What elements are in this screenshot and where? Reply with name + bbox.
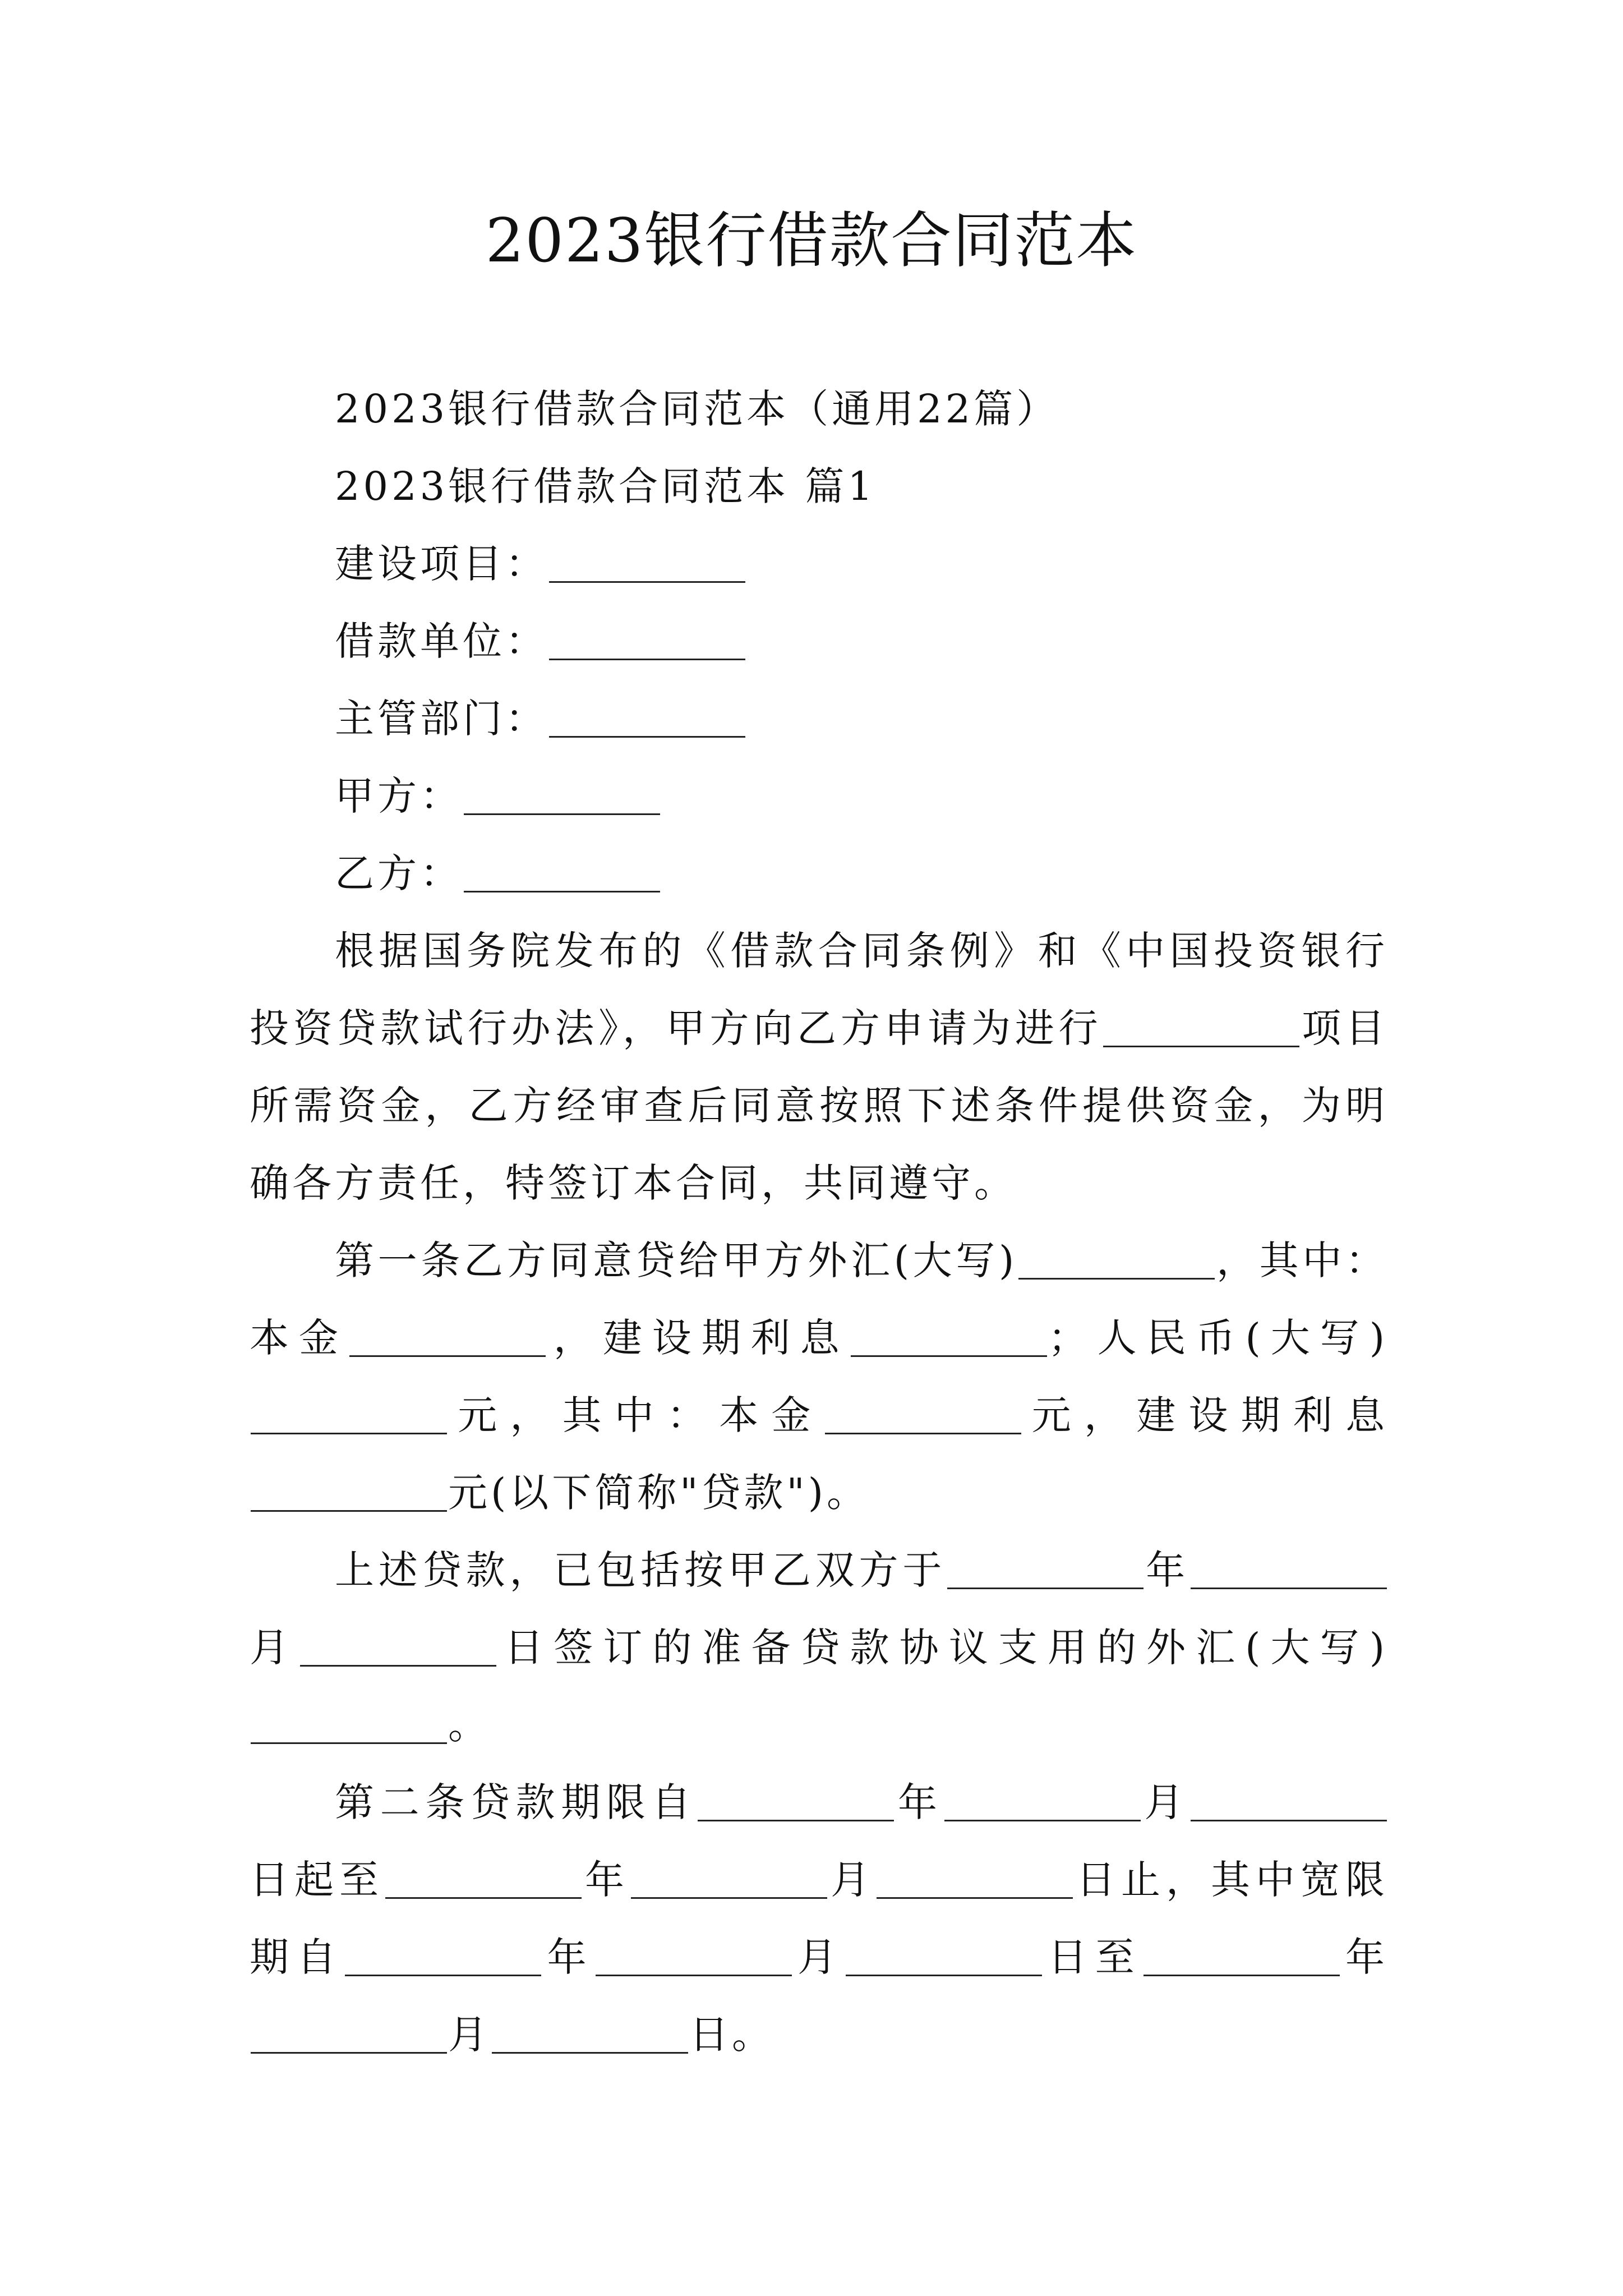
- article-1-paragraph: [250, 1222, 1388, 1531]
- article-2-text-10: 日至: [1043, 1934, 1142, 1980]
- loan-note-paragraph: [250, 1531, 1388, 1764]
- rmb-principal-blank: [825, 1432, 1021, 1434]
- project-label: 建设项目：: [335, 541, 548, 587]
- article-1-text-3: ，建设期利息: [546, 1315, 850, 1361]
- article-2-text-9: 月: [792, 1934, 845, 1980]
- grace-end-day-blank: [492, 2051, 688, 2054]
- article-1-text-5: 元，其中：本金: [448, 1392, 824, 1438]
- document-title: 2023银行借款合同范本: [485, 206, 1138, 276]
- article-2-text-3: 月: [1141, 1779, 1190, 1825]
- section-heading: 2023银行借款合同范本 篇1: [335, 463, 876, 509]
- article-2-text-8: 年: [542, 1934, 594, 1980]
- rmb-amount-blank: [251, 1432, 447, 1434]
- article-2-text-11: 年: [1340, 1934, 1389, 1980]
- forex-principal-blank: [349, 1355, 546, 1357]
- article-2-text-4: 日起至: [250, 1857, 384, 1903]
- article-1-text-2: ，其中：本金: [250, 1237, 1389, 1361]
- project-field: [250, 525, 1388, 602]
- loan-note-text-5: 。: [448, 1702, 491, 1748]
- party-b-field: [250, 835, 1388, 912]
- term-start-month-blank: [944, 1819, 1141, 1821]
- article-2-text-6: 月: [828, 1857, 875, 1903]
- term-end-day-blank: [877, 1897, 1073, 1899]
- loan-note-text-4: 日签订的准备贷款协议支用的外汇(大写): [497, 1625, 1389, 1671]
- article-2-text-2: 年: [895, 1779, 943, 1825]
- borrower-blank: [549, 658, 745, 660]
- department-label: 主管部门：: [335, 696, 548, 742]
- loan-note-text-1: 上述贷款，已包括按甲乙双方于: [335, 1547, 947, 1593]
- grace-end-month-blank: [251, 2051, 447, 2054]
- project-blank: [549, 581, 745, 583]
- article-1-text-7: 元(以下简称"贷款")。: [448, 1470, 870, 1516]
- document-body: [250, 370, 1388, 2073]
- rmb-interest-blank: [251, 1510, 447, 1512]
- article-2-paragraph: [250, 1764, 1388, 2073]
- loan-note-text-2: 年: [1145, 1547, 1189, 1593]
- article-2-text-5: 年: [583, 1857, 630, 1903]
- intro-text-2: 项目所需资金，乙方经审查后同意按照下述条件提供资金，为明确各方责任，特签订本合同，共同遵守。: [250, 1005, 1388, 1206]
- party-a-label: 甲方：: [335, 773, 463, 819]
- agreement-day-blank: [300, 1664, 496, 1667]
- term-start-year-blank: [698, 1819, 894, 1821]
- borrower-field: [250, 602, 1388, 680]
- grace-start-month-blank: [596, 1974, 792, 1976]
- grace-start-day-blank: [846, 1974, 1042, 1976]
- forex-amount-blank: [1018, 1277, 1215, 1280]
- intro-text-1: 根据国务院发布的《借款合同条例》和《中国投资银行投资贷款试行办法》，甲方向乙方申请为进行: [250, 928, 1388, 1051]
- agreement-month-blank: [1191, 1587, 1387, 1589]
- article-2-text-1: 第二条贷款期限自: [335, 1779, 697, 1825]
- term-end-month-blank: [631, 1897, 827, 1899]
- party-a-field: [250, 757, 1388, 835]
- department-blank: [549, 735, 745, 738]
- article-2-text-13: 日。: [689, 2012, 774, 2058]
- intro-project-blank: [1103, 1045, 1299, 1047]
- party-b-label: 乙方：: [335, 850, 463, 896]
- grace-end-year-blank: [1144, 1974, 1340, 1976]
- agreement-year-blank: [947, 1587, 1144, 1589]
- article-2-text-7: 日止，其中宽限期自: [250, 1857, 1388, 1980]
- article-1-text-4: ；人民币(大写): [1048, 1315, 1389, 1361]
- term-end-year-blank: [385, 1897, 582, 1899]
- subtitle-line: 2023银行借款合同范本（通用22篇）: [335, 386, 1059, 432]
- article-1-text-6: 元，建设期利息: [1022, 1392, 1389, 1438]
- party-a-blank: [464, 813, 660, 815]
- party-b-blank: [464, 890, 660, 892]
- grace-start-year-blank: [345, 1974, 541, 1976]
- article-1-text-1: 第一条乙方同意贷给甲方外汇(大写): [335, 1237, 1018, 1283]
- term-start-day-blank: [1191, 1819, 1387, 1821]
- loan-note-text-3: 月: [250, 1625, 299, 1671]
- intro-paragraph: [250, 912, 1388, 1222]
- prep-forex-amount-blank: [251, 1742, 447, 1744]
- borrower-label: 借款单位：: [335, 618, 548, 664]
- article-2-text-12: 月: [448, 2012, 491, 2058]
- forex-interest-blank: [851, 1355, 1047, 1357]
- department-field: [250, 680, 1388, 757]
